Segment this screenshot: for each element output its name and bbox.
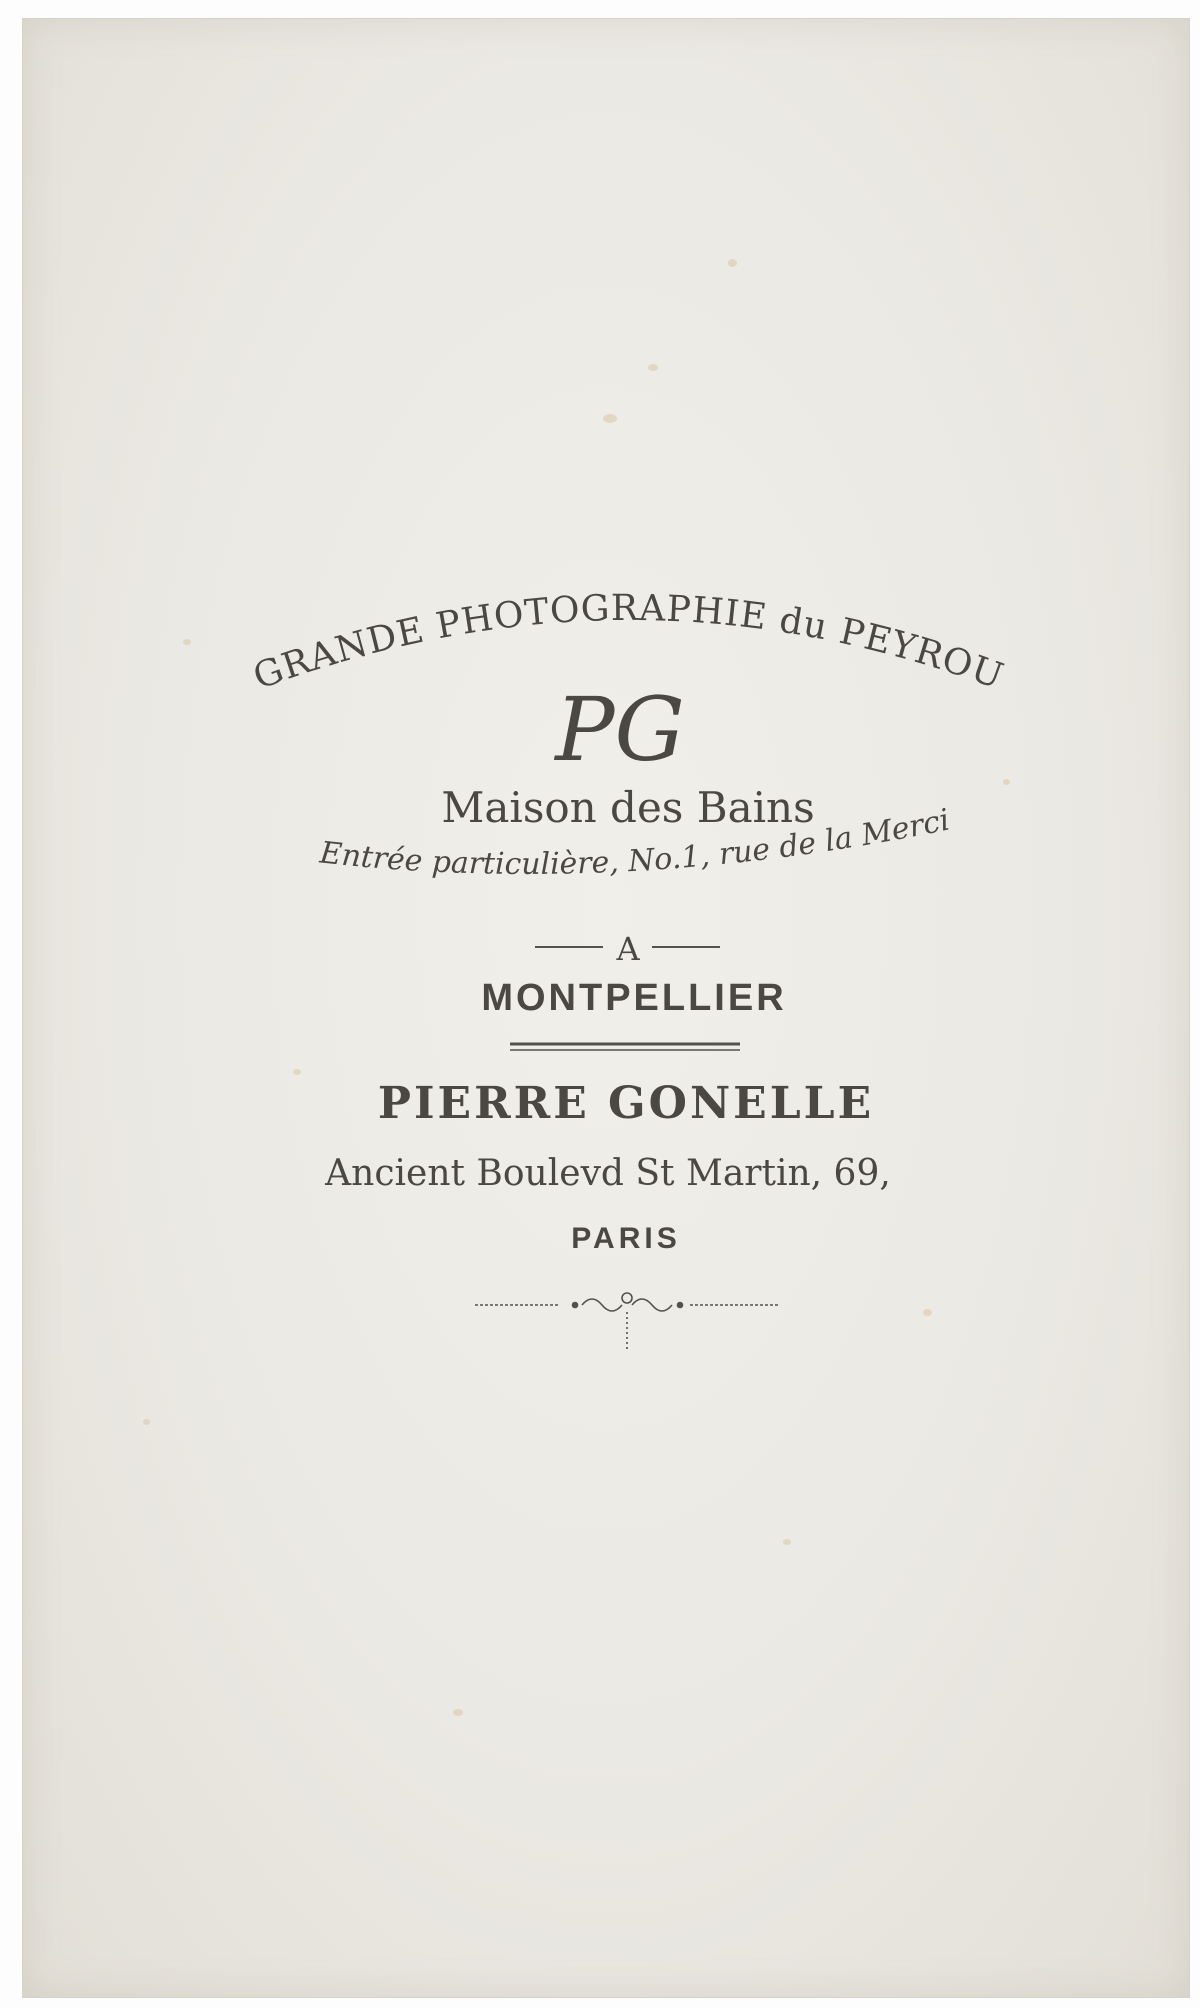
former-address: Ancient Boulevd St Martin, 69,: [325, 1153, 891, 1194]
photographer-name: PIERRE GONELLE: [377, 1078, 875, 1129]
ornament-flourish: [475, 1293, 780, 1352]
former-city: PARIS: [571, 1222, 681, 1255]
monogram-logo: PG: [555, 678, 685, 781]
arc-heading-text: GRANDE PHOTOGRAPHIE du PEYROU: [248, 587, 1009, 698]
house-name: Maison des Bains: [441, 783, 815, 832]
entrance-text: Entrée particulière, No.1, rue de la Merci: [318, 802, 953, 882]
preposition: A: [616, 930, 640, 968]
city-name: MONTPELLIER: [481, 977, 787, 1019]
